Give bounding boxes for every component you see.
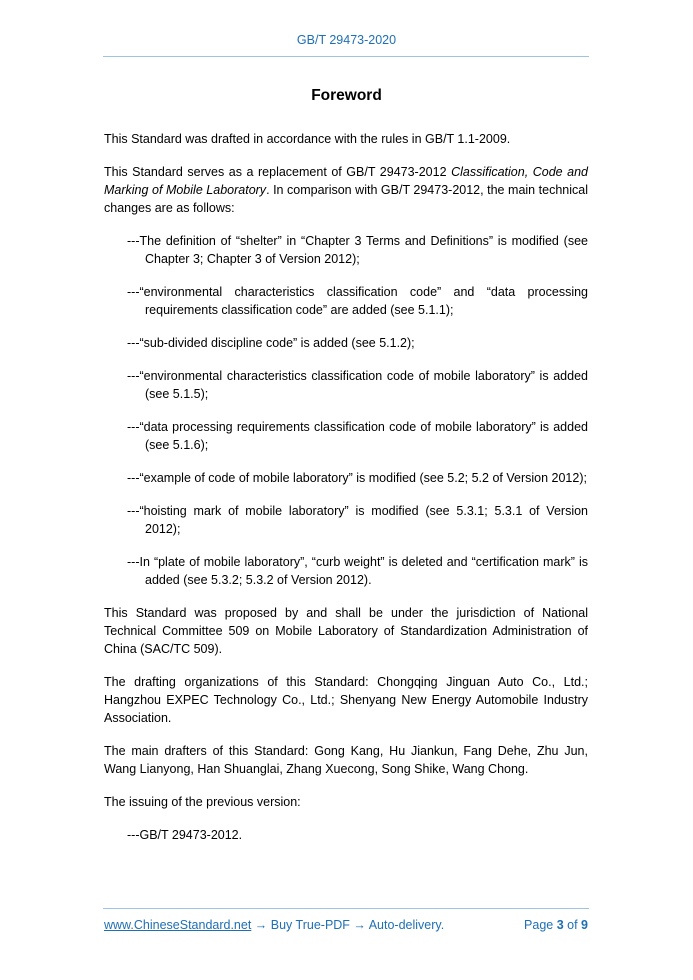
change-item: ---In “plate of mobile laboratory”, “curb weight” is deleted and “certification mark” is added (see 5.3.2; 5.3.2 of Version 2012). (127, 555, 588, 587)
paragraph-drafting-organizations: The drafting organizations of this Standard: Chongqing Jinguan Auto Co., Ltd.; Hangzhou EXPEC Technology Co., Ltd.; Shenyang New Energy Automobile Industry Association. (104, 675, 588, 725)
change-item: ---“environmental characteristics classification code of mobile laboratory” is added (see 5.1.5); (127, 369, 588, 401)
page-indicator (524, 918, 588, 932)
page-total: 9 (581, 918, 588, 932)
paragraph-replacement (104, 163, 588, 217)
paragraph-main-drafters: The main drafters of this Standard: Gong Kang, Hu Jiankun, Fang Dehe, Zhu Jun, Wang Lianyong, Han Shuanglai, Zhang Xuecong, Song Shike, Wang Chong. (104, 744, 588, 776)
previous-version-item: ---GB/T 29473-2012. (127, 828, 243, 842)
website-link[interactable]: www.ChineseStandard.net (104, 918, 252, 932)
footer-divider (103, 908, 589, 909)
header-title: GB/T 29473-2020 (296, 33, 397, 47)
paragraph-drafting-rules: This Standard was drafted in accordance with the rules in GB/T 1.1-2009. (104, 132, 511, 146)
change-item: ---The definition of “shelter” in “Chapter 3 Terms and Definitions” is modified (see Chapter 3; Chapter 3 of Version 2012); (127, 234, 588, 266)
page-of-label: of (563, 918, 582, 932)
change-item: ---“environmental characteristics classification code” and “data processing requirements classification code” are added (see 5.1.1); (127, 285, 588, 317)
change-item: ---“example of code of mobile laboratory” is modified (see 5.2; 5.2 of Version 2012); (127, 471, 587, 485)
header-divider (103, 56, 589, 57)
footer-tagline: → Buy True-PDF → Auto-delivery. (251, 918, 445, 932)
replacement-text-end: . In comparison with GB/T 29473-2012, the main technical changes are as follows: (104, 183, 588, 215)
page-label: Page (524, 918, 557, 932)
document-body (104, 130, 588, 859)
replaced-standard-title: Classification, Code and Marking of Mobile Laboratory (104, 165, 588, 197)
page-current: 3 (556, 918, 564, 932)
page-title: Foreword (311, 87, 382, 104)
replacement-text-start: This Standard serves as a replacement of GB/T 29473-2012 (104, 165, 452, 179)
change-item: ---“sub-divided discipline code” is added (see 5.1.2); (127, 336, 415, 350)
change-item: ---“data processing requirements classification code of mobile laboratory” is added (see 5.1.6); (127, 420, 588, 452)
change-item: ---“hoisting mark of mobile laboratory” is modified (see 5.3.1; 5.3.1 of Version 2012); (127, 504, 588, 536)
paragraph-previous-version: The issuing of the previous version: (104, 795, 301, 809)
paragraph-jurisdiction: This Standard was proposed by and shall be under the jurisdiction of National Technical Committee 509 on Mobile Laboratory of Standardization Administration of China (SAC/TC 509). (104, 606, 588, 656)
footer-promo (104, 918, 444, 932)
